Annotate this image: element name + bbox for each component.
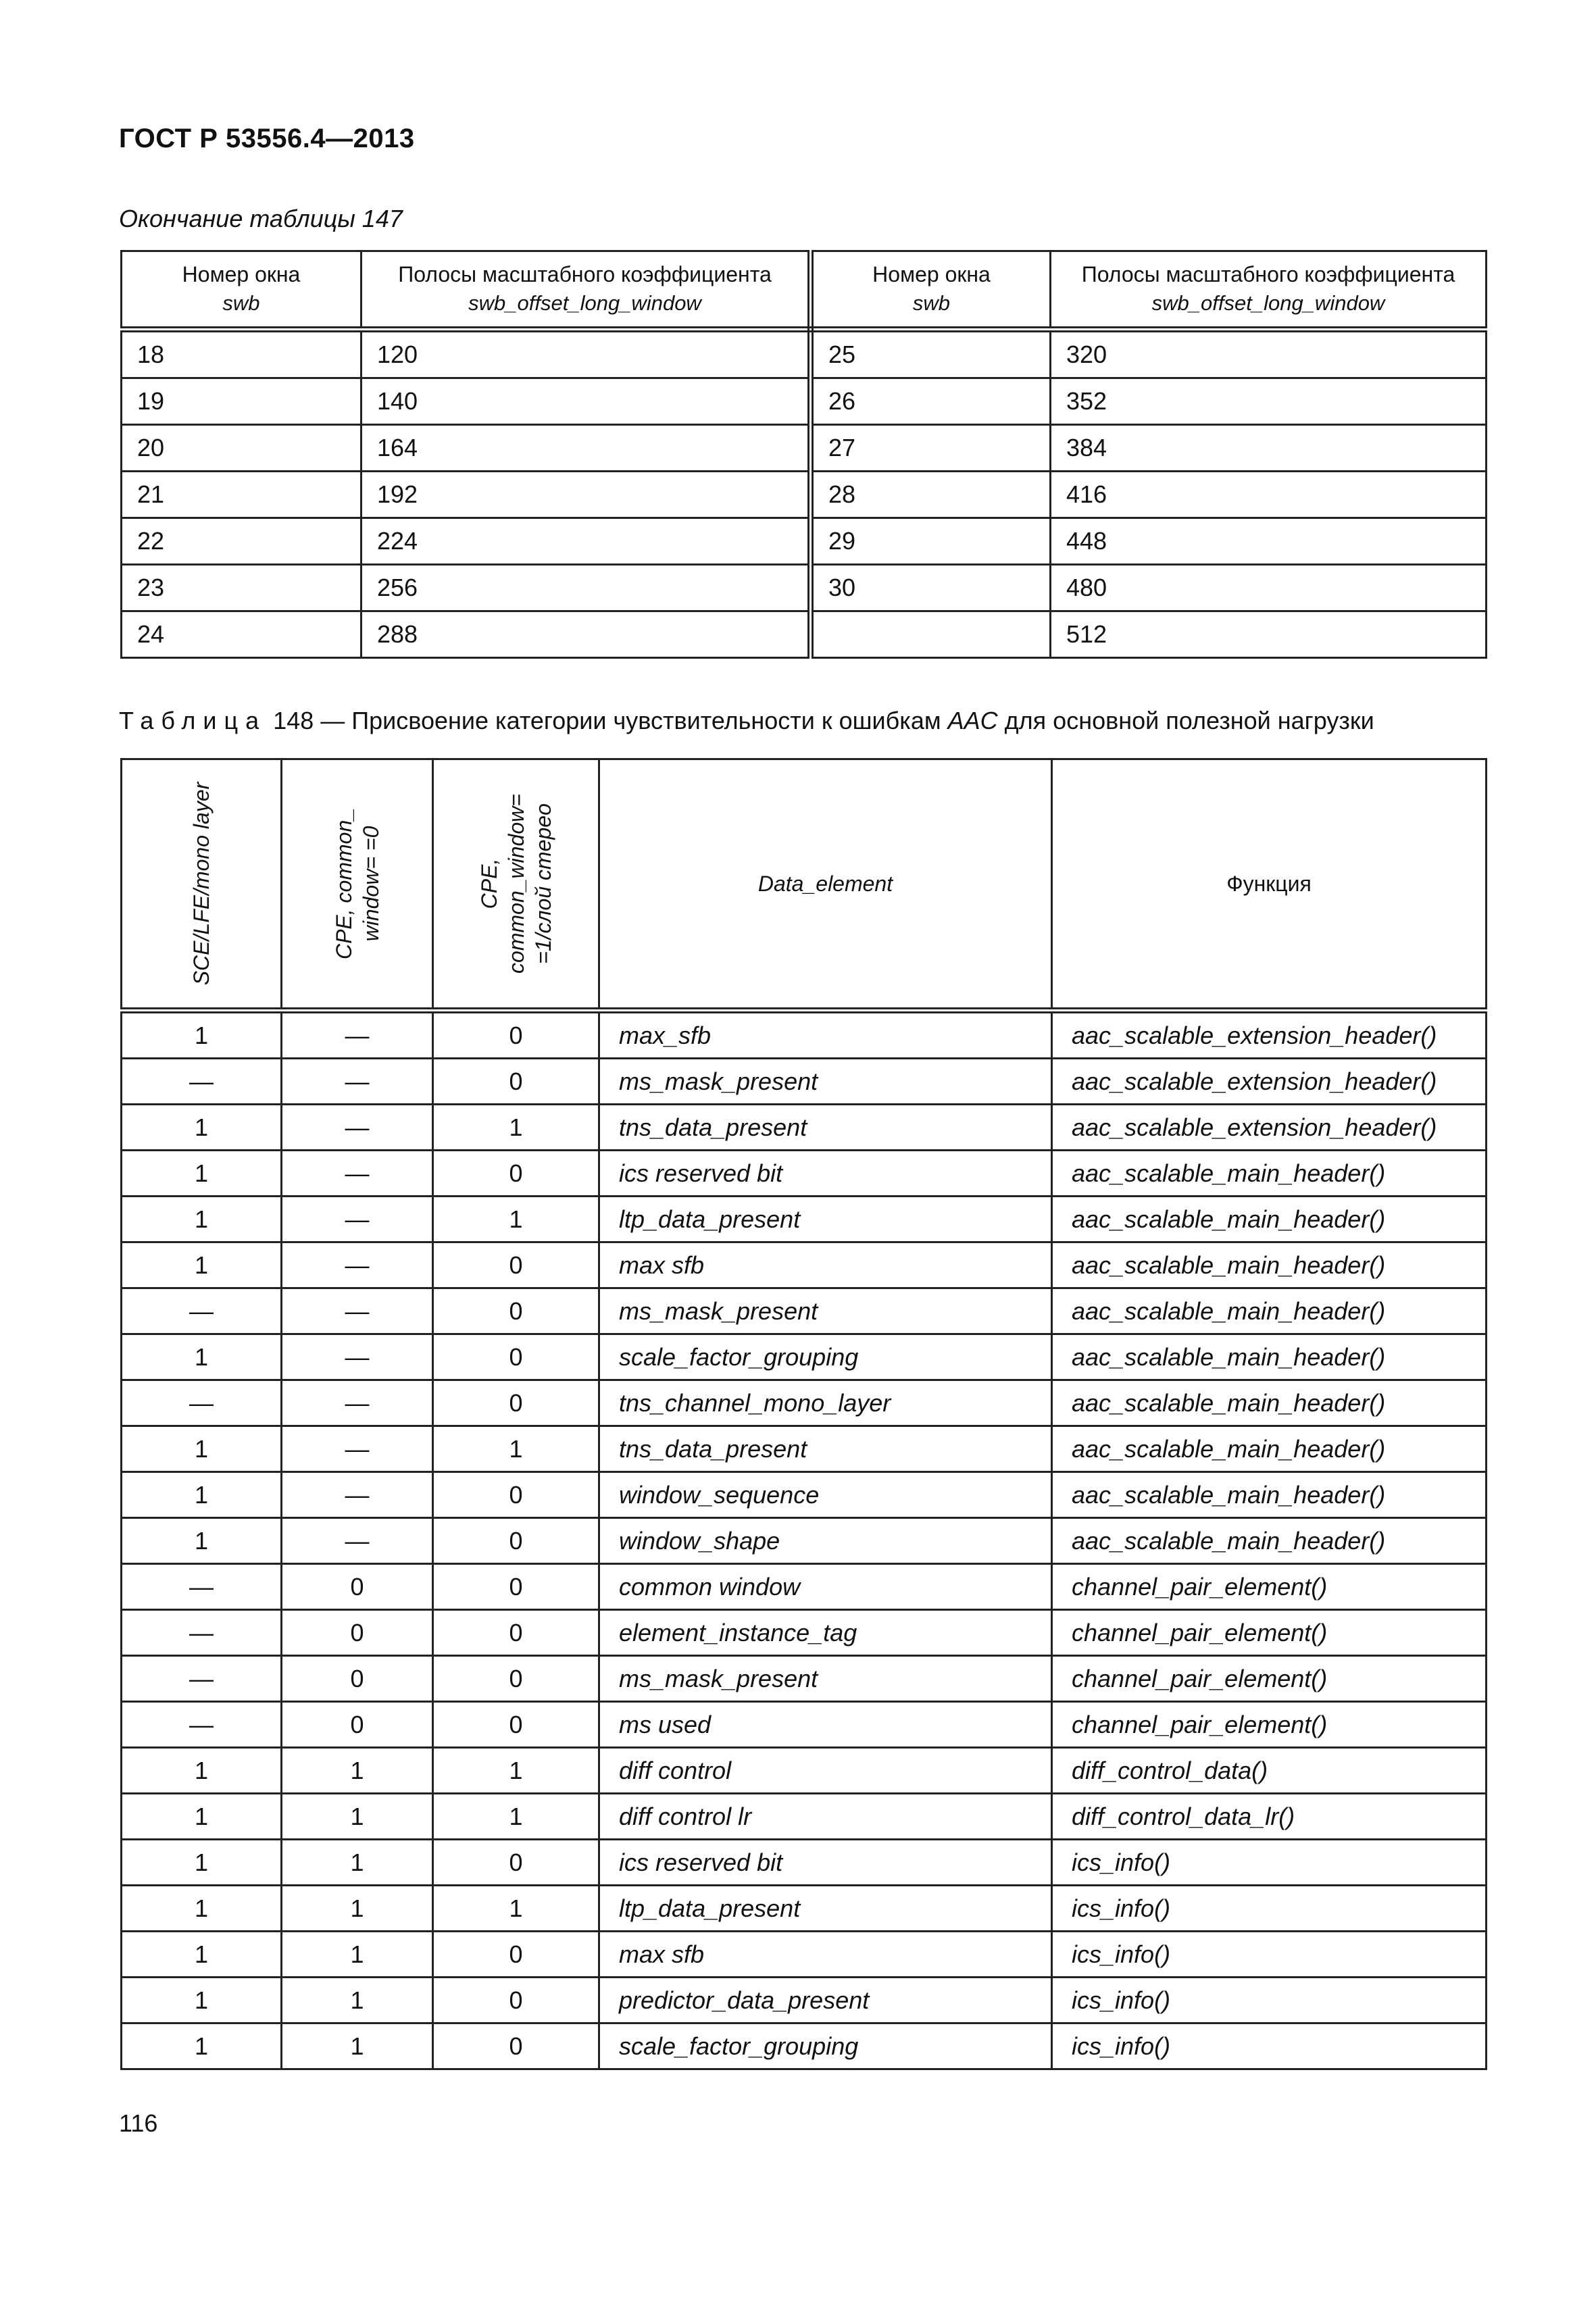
table-row bbox=[122, 1656, 1487, 1702]
table-148 bbox=[120, 758, 1487, 2070]
table-cell: diff control bbox=[599, 1748, 1052, 1794]
table-row bbox=[122, 378, 1487, 425]
table-cell: element_instance_tag bbox=[599, 1610, 1052, 1656]
header-cpe-common-window-1 bbox=[433, 759, 599, 1011]
table-cell: 1 bbox=[122, 1978, 282, 2023]
table-cell: 0 bbox=[433, 1840, 599, 1886]
table-cell: 1 bbox=[122, 1748, 282, 1794]
table-row bbox=[122, 1197, 1487, 1242]
table-cell: — bbox=[282, 1380, 433, 1426]
table-cell: 1 bbox=[122, 1242, 282, 1288]
caption-word: Таблица bbox=[119, 707, 267, 734]
header-variable: swb bbox=[912, 291, 951, 315]
table-cell: aac_scalable_main_header() bbox=[1052, 1242, 1487, 1288]
table-row bbox=[122, 472, 1487, 518]
table-cell: 416 bbox=[1051, 472, 1487, 518]
table-cell: — bbox=[282, 1151, 433, 1197]
table-cell: 1 bbox=[433, 1105, 599, 1151]
document-header: ГОСТ Р 53556.4—2013 bbox=[119, 124, 415, 153]
header-line: CPE, common_ bbox=[331, 807, 356, 960]
table-cell: 192 bbox=[361, 472, 811, 518]
table-cell: — bbox=[282, 1059, 433, 1105]
table-row bbox=[122, 1610, 1487, 1656]
table-cell: 1 bbox=[433, 1886, 599, 1932]
header-scale-factor-bands bbox=[1051, 251, 1487, 330]
table-cell: 1 bbox=[122, 1197, 282, 1242]
table-row bbox=[122, 518, 1487, 565]
table-cell: 1 bbox=[282, 1748, 433, 1794]
table-cell: — bbox=[122, 1610, 282, 1656]
page-number: 116 bbox=[119, 2109, 158, 2137]
table-cell: 1 bbox=[433, 1197, 599, 1242]
table-cell: 140 bbox=[361, 378, 811, 425]
table-cell: 28 bbox=[811, 472, 1051, 518]
table-cell: 1 bbox=[122, 1840, 282, 1886]
table-cell: 0 bbox=[433, 1472, 599, 1518]
table-row bbox=[122, 1242, 1487, 1288]
caption-tail: для основной полезной нагрузки bbox=[1004, 707, 1374, 734]
table-cell: aac_scalable_extension_header() bbox=[1052, 1059, 1487, 1105]
header-sce-lfe-mono-label: SCE/LFE/mono layer bbox=[189, 782, 214, 986]
table-cell: — bbox=[122, 1380, 282, 1426]
table-cell: 448 bbox=[1051, 518, 1487, 565]
header-sce-lfe-mono bbox=[122, 759, 282, 1011]
table-cell: 352 bbox=[1051, 378, 1487, 425]
table-row bbox=[122, 1840, 1487, 1886]
table-cell: 0 bbox=[433, 1059, 599, 1105]
table-cell: channel_pair_element() bbox=[1052, 1610, 1487, 1656]
table-cell: ics reserved bit bbox=[599, 1151, 1052, 1197]
table-cell: 1 bbox=[282, 1932, 433, 1978]
table-cell: 1 bbox=[122, 1472, 282, 1518]
table-cell: tns_data_present bbox=[599, 1105, 1052, 1151]
table-cell: — bbox=[282, 1011, 433, 1059]
table-cell: 26 bbox=[811, 378, 1051, 425]
table-cell: 23 bbox=[122, 565, 361, 611]
table-cell: 21 bbox=[122, 472, 361, 518]
table-cell: tns_data_present bbox=[599, 1426, 1052, 1472]
table-cell: 0 bbox=[433, 1978, 599, 2023]
header-variable: swb_offset_long_window bbox=[1151, 291, 1385, 315]
table-cell: ics_info() bbox=[1052, 2023, 1487, 2069]
table-cell: aac_scalable_main_header() bbox=[1052, 1288, 1487, 1334]
table-cell: diff control lr bbox=[599, 1794, 1052, 1840]
table-cell: 1 bbox=[122, 1426, 282, 1472]
header-data-element bbox=[599, 759, 1052, 1011]
table-148-header-row bbox=[122, 759, 1487, 1011]
header-line: CPE, bbox=[476, 858, 501, 909]
table-cell: ics_info() bbox=[1052, 1978, 1487, 2023]
header-line: window= =0 bbox=[358, 826, 383, 942]
table-row bbox=[122, 1059, 1487, 1105]
header-cpe-common-window-0 bbox=[282, 759, 433, 1011]
table-cell: ics_info() bbox=[1052, 1886, 1487, 1932]
table-row bbox=[122, 611, 1487, 658]
header-variable: swb_offset_long_window bbox=[468, 291, 701, 315]
table-cell: 1 bbox=[282, 1840, 433, 1886]
header-cpe-common-window-1-label bbox=[476, 794, 557, 974]
table-cell: tns_channel_mono_layer bbox=[599, 1380, 1052, 1426]
table-cell: 27 bbox=[811, 425, 1051, 472]
table-cell: — bbox=[122, 1702, 282, 1748]
table-cell: 0 bbox=[433, 1610, 599, 1656]
table-cell: scale_factor_grouping bbox=[599, 2023, 1052, 2069]
header-line: common_window= bbox=[503, 794, 528, 974]
table-cell: max_sfb bbox=[599, 1011, 1052, 1059]
table-148-caption bbox=[119, 707, 1374, 735]
table-cell: 0 bbox=[433, 1702, 599, 1748]
table-cell: 1 bbox=[282, 1978, 433, 2023]
table-cell: ms_mask_present bbox=[599, 1656, 1052, 1702]
table-row bbox=[122, 1794, 1487, 1840]
header-label: Номер окна bbox=[182, 262, 301, 287]
table-cell: 1 bbox=[433, 1426, 599, 1472]
table-cell: aac_scalable_main_header() bbox=[1052, 1151, 1487, 1197]
table-cell: — bbox=[282, 1105, 433, 1151]
table-cell: — bbox=[282, 1472, 433, 1518]
table-cell: 1 bbox=[433, 1794, 599, 1840]
table-cell: 1 bbox=[122, 2023, 282, 2069]
table-cell: 164 bbox=[361, 425, 811, 472]
table-147-caption: Окончание таблицы 147 bbox=[119, 205, 403, 232]
table-cell: 0 bbox=[433, 1011, 599, 1059]
table-cell: 1 bbox=[282, 2023, 433, 2069]
table-cell: — bbox=[282, 1197, 433, 1242]
table-cell: 1 bbox=[122, 1886, 282, 1932]
table-row bbox=[122, 1380, 1487, 1426]
table-cell: — bbox=[282, 1242, 433, 1288]
table-cell: aac_scalable_extension_header() bbox=[1052, 1105, 1487, 1151]
caption-title: — Присвоение категории чувствительности к ошибкам bbox=[320, 707, 941, 734]
table-cell: 1 bbox=[122, 1105, 282, 1151]
table-cell: 19 bbox=[122, 378, 361, 425]
table-cell: 1 bbox=[122, 1794, 282, 1840]
table-cell: 22 bbox=[122, 518, 361, 565]
table-row bbox=[122, 1564, 1487, 1610]
table-cell: channel_pair_element() bbox=[1052, 1564, 1487, 1610]
table-row bbox=[122, 1151, 1487, 1197]
header-window-number bbox=[811, 251, 1051, 330]
table-cell: scale_factor_grouping bbox=[599, 1334, 1052, 1380]
header-variable: swb bbox=[222, 291, 260, 315]
table-cell: aac_scalable_extension_header() bbox=[1052, 1011, 1487, 1059]
table-cell: aac_scalable_main_header() bbox=[1052, 1518, 1487, 1564]
table-cell: 0 bbox=[433, 1242, 599, 1288]
caption-aac: AAC bbox=[947, 707, 998, 734]
header-label: Полосы масштабного коэффициента bbox=[398, 262, 772, 287]
table-row bbox=[122, 1011, 1487, 1059]
table-cell: 120 bbox=[361, 330, 811, 378]
table-cell: 1 bbox=[122, 1518, 282, 1564]
table-cell: 24 bbox=[122, 611, 361, 658]
table-row bbox=[122, 1978, 1487, 2023]
table-cell: 0 bbox=[433, 1151, 599, 1197]
table-cell: 0 bbox=[433, 1932, 599, 1978]
header-function-label: Функция bbox=[1226, 871, 1312, 896]
table-cell: common window bbox=[599, 1564, 1052, 1610]
header-line: =1/слой стерео bbox=[530, 803, 555, 964]
table-cell: 20 bbox=[122, 425, 361, 472]
table-cell: ics_info() bbox=[1052, 1840, 1487, 1886]
table-cell: max sfb bbox=[599, 1932, 1052, 1978]
table-cell: ics reserved bit bbox=[599, 1840, 1052, 1886]
table-cell: — bbox=[282, 1518, 433, 1564]
table-cell: — bbox=[282, 1334, 433, 1380]
table-cell: 0 bbox=[282, 1610, 433, 1656]
table-cell: ms_mask_present bbox=[599, 1288, 1052, 1334]
table-cell: window_shape bbox=[599, 1518, 1052, 1564]
header-cpe-common-window-0-label bbox=[330, 808, 384, 959]
table-row bbox=[122, 1334, 1487, 1380]
table-cell: 18 bbox=[122, 330, 361, 378]
table-cell: 0 bbox=[282, 1702, 433, 1748]
table-cell: 1 bbox=[282, 1794, 433, 1840]
table-cell: — bbox=[282, 1426, 433, 1472]
table-row bbox=[122, 1105, 1487, 1151]
table-cell bbox=[811, 611, 1051, 658]
table-row bbox=[122, 1932, 1487, 1978]
table-row bbox=[122, 1426, 1487, 1472]
table-cell: 512 bbox=[1051, 611, 1487, 658]
table-cell: 0 bbox=[282, 1564, 433, 1610]
table-cell: aac_scalable_main_header() bbox=[1052, 1426, 1487, 1472]
table-147-header-row bbox=[122, 251, 1487, 330]
table-cell: aac_scalable_main_header() bbox=[1052, 1472, 1487, 1518]
table-cell: 0 bbox=[433, 1564, 599, 1610]
header-label: Полосы масштабного коэффициента bbox=[1081, 262, 1455, 287]
header-data-element-label: Data_element bbox=[757, 871, 893, 896]
table-row bbox=[122, 1702, 1487, 1748]
table-row bbox=[122, 330, 1487, 378]
table-cell: 0 bbox=[433, 1656, 599, 1702]
header-function bbox=[1052, 759, 1487, 1011]
table-cell: 0 bbox=[282, 1656, 433, 1702]
header-window-number bbox=[122, 251, 361, 330]
table-cell: 0 bbox=[433, 2023, 599, 2069]
table-cell: 1 bbox=[282, 1886, 433, 1932]
table-row bbox=[122, 425, 1487, 472]
caption-number: 148 bbox=[273, 707, 314, 734]
table-row bbox=[122, 565, 1487, 611]
table-cell: max sfb bbox=[599, 1242, 1052, 1288]
header-label: Номер окна bbox=[872, 262, 991, 287]
table-cell: diff_control_data_lr() bbox=[1052, 1794, 1487, 1840]
table-cell: ltp_data_present bbox=[599, 1886, 1052, 1932]
table-row bbox=[122, 1518, 1487, 1564]
table-cell: — bbox=[122, 1564, 282, 1610]
table-cell: 256 bbox=[361, 565, 811, 611]
table-row bbox=[122, 1748, 1487, 1794]
table-cell: ltp_data_present bbox=[599, 1197, 1052, 1242]
table-cell: channel_pair_element() bbox=[1052, 1656, 1487, 1702]
table-cell: 1 bbox=[122, 1932, 282, 1978]
table-cell: 0 bbox=[433, 1334, 599, 1380]
table-cell: 1 bbox=[433, 1748, 599, 1794]
table-row bbox=[122, 1288, 1487, 1334]
table-cell: 320 bbox=[1051, 330, 1487, 378]
table-cell: 25 bbox=[811, 330, 1051, 378]
table-cell: 1 bbox=[122, 1334, 282, 1380]
table-cell: aac_scalable_main_header() bbox=[1052, 1197, 1487, 1242]
table-cell: — bbox=[122, 1059, 282, 1105]
table-cell: 29 bbox=[811, 518, 1051, 565]
table-cell: channel_pair_element() bbox=[1052, 1702, 1487, 1748]
table-cell: aac_scalable_main_header() bbox=[1052, 1334, 1487, 1380]
table-cell: — bbox=[122, 1656, 282, 1702]
table-cell: 1 bbox=[122, 1151, 282, 1197]
table-cell: ms_mask_present bbox=[599, 1059, 1052, 1105]
table-cell: ms used bbox=[599, 1702, 1052, 1748]
table-row bbox=[122, 2023, 1487, 2069]
table-cell: 0 bbox=[433, 1288, 599, 1334]
table-row bbox=[122, 1472, 1487, 1518]
table-147 bbox=[120, 250, 1487, 659]
table-cell: 0 bbox=[433, 1380, 599, 1426]
table-row bbox=[122, 1886, 1487, 1932]
table-cell: 0 bbox=[433, 1518, 599, 1564]
table-cell: aac_scalable_main_header() bbox=[1052, 1380, 1487, 1426]
table-cell: — bbox=[122, 1288, 282, 1334]
table-cell: 288 bbox=[361, 611, 811, 658]
table-cell: predictor_data_present bbox=[599, 1978, 1052, 2023]
table-cell: 1 bbox=[122, 1011, 282, 1059]
table-cell: 384 bbox=[1051, 425, 1487, 472]
header-scale-factor-bands bbox=[361, 251, 811, 330]
table-cell: diff_control_data() bbox=[1052, 1748, 1487, 1794]
table-cell: ics_info() bbox=[1052, 1932, 1487, 1978]
table-cell: window_sequence bbox=[599, 1472, 1052, 1518]
table-cell: — bbox=[282, 1288, 433, 1334]
table-cell: 30 bbox=[811, 565, 1051, 611]
table-cell: 480 bbox=[1051, 565, 1487, 611]
table-cell: 224 bbox=[361, 518, 811, 565]
